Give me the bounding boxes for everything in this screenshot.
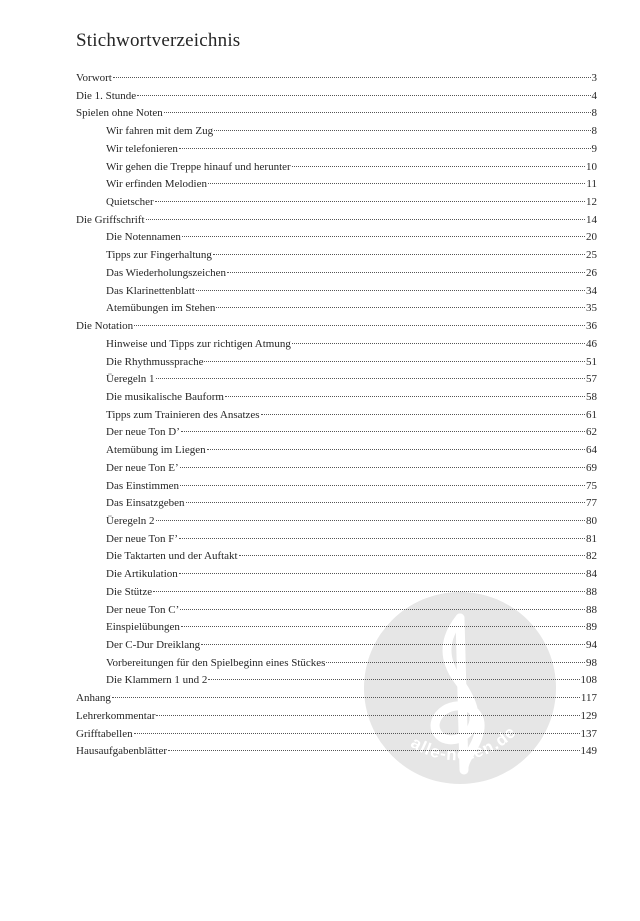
toc-entry <box>76 354 597 372</box>
toc-entry <box>76 105 597 123</box>
toc-entry-title: Üeregeln 1 <box>106 373 155 386</box>
toc-entry-page: 34 <box>586 284 597 297</box>
toc-entry <box>76 336 597 354</box>
toc-entry-page: 82 <box>586 550 597 563</box>
toc-entry-title: Der neue Ton D’ <box>106 426 180 439</box>
dot-leader <box>134 733 580 734</box>
toc-entry-page: 137 <box>580 727 597 740</box>
toc-entry-page: 94 <box>586 639 597 651</box>
toc-entry-title: Der neue Ton C’ <box>106 603 180 616</box>
toc-entry-title: Die musikalische Bauform <box>106 390 224 403</box>
toc-entry-title: Wir gehen die Treppe hinauf und herunter <box>106 160 291 173</box>
toc-entry-page: 75 <box>586 479 597 492</box>
dot-leader <box>179 573 585 574</box>
toc-entry-title: Vorbereitungen für den Spielbeginn eines Stückes <box>106 656 326 669</box>
toc-entry <box>76 176 597 194</box>
toc-entry-title: Einspielübungen <box>106 621 180 634</box>
dot-leader <box>208 679 579 680</box>
dot-leader <box>179 148 591 149</box>
toc-entry <box>76 637 597 655</box>
toc-entry <box>76 283 597 301</box>
toc-entry-title: Hinweise und Tipps zur richtigen Atmung <box>106 337 291 350</box>
toc-entry-title: Üeregeln 2 <box>106 514 155 527</box>
toc-entry <box>76 229 597 247</box>
dot-leader <box>181 626 585 627</box>
toc-entry-page: 26 <box>586 266 597 279</box>
toc-entry-title: Tipps zum Trainieren des Ansatzes <box>106 408 260 421</box>
toc-entry-title: Wir fahren mit dem Zug <box>106 125 214 138</box>
dot-leader <box>180 609 585 610</box>
toc-entry-page: 46 <box>586 337 597 350</box>
toc-entry-title: Der neue Ton E’ <box>106 461 179 474</box>
toc-entry-page: 12 <box>586 196 597 209</box>
toc-entry <box>76 159 597 177</box>
dot-leader <box>292 343 585 344</box>
toc-entry <box>76 655 597 673</box>
dot-leader <box>112 697 580 698</box>
dot-leader <box>180 467 585 468</box>
toc-entry <box>76 708 597 726</box>
toc-entry <box>76 247 597 265</box>
toc-entry-page: 8 <box>591 107 597 120</box>
toc-entry <box>76 407 597 425</box>
toc-entry <box>76 690 597 708</box>
toc-entry <box>76 619 597 637</box>
toc-entry-title: Das Wiederholungszeichen <box>106 266 227 279</box>
toc-entry-page: 10 <box>586 160 597 173</box>
toc-entry-title: Atemübung im Liegen <box>106 444 206 457</box>
toc-entry-page: 4 <box>591 89 597 102</box>
dot-leader <box>216 307 585 308</box>
toc-entry-title: Das Einsatzgeben <box>106 497 185 510</box>
toc-entry <box>76 371 597 389</box>
toc-entry-title: Die Notation <box>76 320 134 333</box>
toc-entry-page: 88 <box>586 585 597 598</box>
dot-leader <box>164 112 591 113</box>
dot-leader <box>153 591 585 592</box>
dot-leader <box>186 502 586 503</box>
toc-entry-page: 36 <box>586 320 597 333</box>
toc-entry-page: 3 <box>591 72 597 84</box>
dot-leader <box>227 272 585 273</box>
toc-entry-title: Hausaufgabenblätter <box>76 745 168 758</box>
toc-entry-page: 51 <box>586 355 597 368</box>
toc-entry-title: Die Rhythmussprache <box>106 355 204 368</box>
toc-entry-page: 89 <box>586 621 597 634</box>
toc-entry <box>76 212 597 230</box>
toc-entry-title: Das Einstimmen <box>106 479 180 492</box>
toc-entry-title: Die 1. Stunde <box>76 89 137 102</box>
toc-entry-title: Spielen ohne Noten <box>76 107 163 120</box>
toc-entry-page: 98 <box>586 656 597 669</box>
toc-entry-title: Grifftabellen <box>76 727 133 740</box>
toc-entry-title: Atemübungen im Stehen <box>106 302 216 315</box>
toc-entry-page: 35 <box>586 302 597 315</box>
toc-entry <box>76 672 597 690</box>
toc-entry-page: 81 <box>586 532 597 545</box>
toc-entry-title: Die Klammern 1 und 2 <box>106 674 208 687</box>
toc-entry-page: 80 <box>586 514 597 527</box>
toc-entry-page: 69 <box>586 461 597 474</box>
toc-entry <box>76 389 597 407</box>
toc-entry <box>76 318 597 336</box>
toc-entry-page: 25 <box>586 249 597 262</box>
toc-entry <box>76 442 597 460</box>
dot-leader <box>156 378 585 379</box>
toc-entry-title: Die Taktarten und der Auftakt <box>106 550 238 563</box>
toc-entry-page: 88 <box>586 603 597 616</box>
toc-entry-title: Der neue Ton F’ <box>106 532 179 545</box>
toc-entry <box>76 548 597 566</box>
toc-entry <box>76 495 597 513</box>
toc-entry-title: Lehrerkommentar <box>76 709 156 722</box>
dot-leader <box>207 449 585 450</box>
toc-entry-page: 11 <box>586 178 597 191</box>
toc-entry <box>76 424 597 442</box>
toc-entry <box>76 602 597 620</box>
toc-entry <box>76 566 597 584</box>
toc-entry-page: 77 <box>586 497 597 510</box>
dot-leader <box>261 414 585 415</box>
toc-entry-page: 108 <box>580 674 597 687</box>
toc-entry <box>76 726 597 744</box>
dot-leader <box>181 431 585 432</box>
toc-entry-title: Vorwort <box>76 72 112 84</box>
toc-entry <box>76 123 597 141</box>
toc-entry-page: 57 <box>586 373 597 386</box>
dot-leader <box>204 361 585 362</box>
page-title: Stichwortverzeichnis <box>76 30 241 51</box>
watermark-text-path: alle-noten.de <box>407 722 521 765</box>
toc-entry <box>76 141 597 159</box>
dot-leader <box>201 644 585 645</box>
dot-leader <box>137 95 590 96</box>
toc-entry-page: 61 <box>586 408 597 421</box>
toc-entry <box>76 584 597 602</box>
toc-entry-title: Wir telefonieren <box>106 142 178 155</box>
toc-entry-title: Das Klarinettenblatt <box>106 284 195 297</box>
dot-leader <box>208 183 585 184</box>
dot-leader <box>156 715 579 716</box>
toc-entry <box>76 513 597 531</box>
toc-entry-page: 62 <box>586 426 597 439</box>
toc-entry-title: Die Artikulation <box>106 568 178 581</box>
toc-entry-page: 117 <box>580 692 597 705</box>
dot-leader <box>182 236 585 237</box>
dot-leader <box>292 166 585 167</box>
toc-entry <box>76 194 597 212</box>
toc-entry-page: 58 <box>586 390 597 403</box>
table-of-contents <box>76 70 597 761</box>
dot-leader <box>213 254 585 255</box>
dot-leader <box>196 290 585 291</box>
toc-entry <box>76 478 597 496</box>
dot-leader <box>134 325 585 326</box>
dot-leader <box>214 130 590 131</box>
toc-entry-title: Die Stütze <box>106 585 153 598</box>
toc-entry <box>76 70 597 88</box>
dot-leader <box>225 396 585 397</box>
dot-leader <box>146 219 585 220</box>
dot-leader <box>326 662 585 663</box>
toc-entry <box>76 265 597 283</box>
toc-entry-page: 64 <box>586 444 597 457</box>
toc-entry-title: Tipps zur Fingerhaltung <box>106 249 212 262</box>
dot-leader <box>156 520 585 521</box>
dot-leader <box>239 555 585 556</box>
dot-leader <box>168 750 579 751</box>
toc-entry <box>76 300 597 318</box>
toc-entry-page: 129 <box>580 709 597 722</box>
toc-entry-title: Die Notennamen <box>106 231 181 244</box>
toc-entry <box>76 531 597 549</box>
toc-entry <box>76 460 597 478</box>
toc-entry <box>76 88 597 106</box>
toc-entry-page: 9 <box>591 142 597 155</box>
toc-entry-page: 20 <box>586 231 597 244</box>
toc-entry-page: 8 <box>591 125 597 138</box>
toc-entry-page: 149 <box>580 745 597 758</box>
toc-entry-page: 84 <box>586 568 597 581</box>
toc-entry-title: Wir erfinden Melodien <box>106 178 207 191</box>
dot-leader <box>113 77 591 78</box>
dot-leader <box>180 485 585 486</box>
toc-entry-title: Die Griffschrift <box>76 213 145 226</box>
toc-entry-page: 14 <box>586 213 597 226</box>
toc-entry-title: Quietscher <box>106 196 154 209</box>
toc-entry-title: Anhang <box>76 692 111 705</box>
toc-entry-title: Der C-Dur Dreiklang <box>106 639 201 651</box>
dot-leader <box>179 538 585 539</box>
toc-entry <box>76 743 597 761</box>
dot-leader <box>155 201 585 202</box>
